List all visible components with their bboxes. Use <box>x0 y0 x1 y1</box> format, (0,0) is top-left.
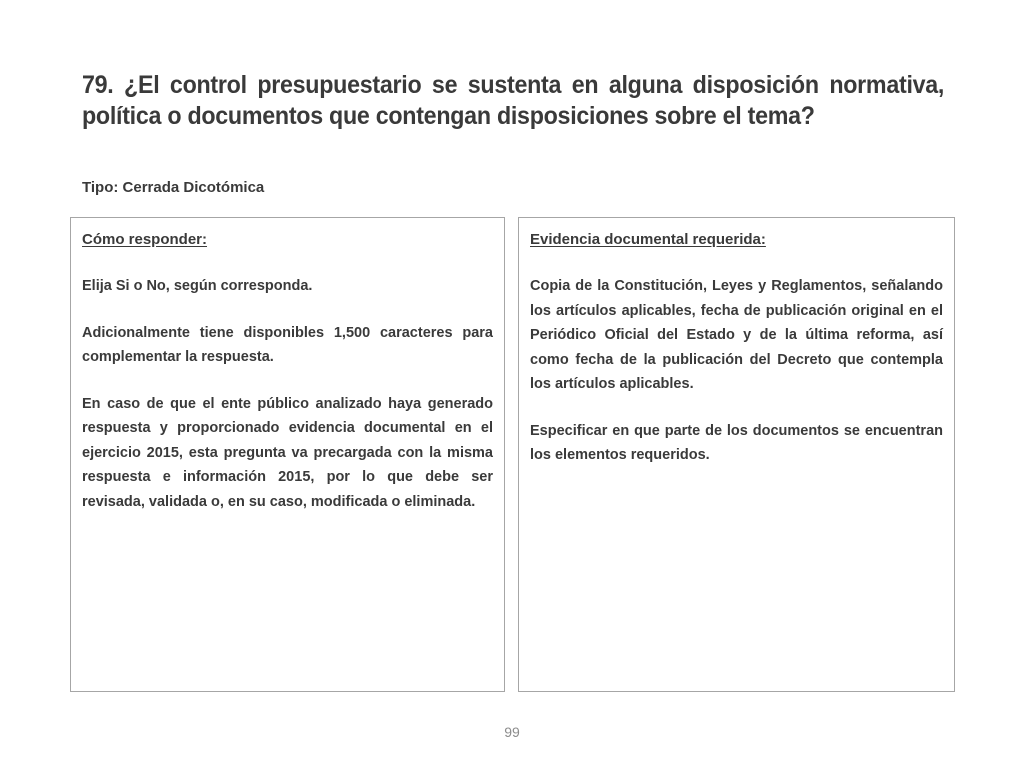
question-type: Tipo: Cerrada Dicotómica <box>82 179 265 196</box>
page-number: 99 <box>504 724 520 740</box>
required-evidence-panel <box>518 217 955 692</box>
how-to-answer-paragraph: Adicionalmente tiene disponibles 1,500 caracteres para complementar la respuesta. <box>82 324 493 365</box>
required-evidence-paragraph: Especificar en que parte de los documentos se encuentran los elementos requeridos. <box>530 422 943 463</box>
how-to-answer-paragraph: En caso de que el ente público analizado haya generado respuesta y proporcionado evidencia documental en el ejercicio 2015, esta pregunta va precargada con la misma respuesta e información 2015, por lo que debe ser revisada, validada o, en su caso, modificada o eliminada. <box>82 395 493 510</box>
how-to-answer-panel <box>70 217 505 692</box>
required-evidence-heading: Evidencia documental requerida: <box>530 231 766 248</box>
how-to-answer-paragraph: Elija Si o No, según corresponda. <box>82 278 313 294</box>
required-evidence-paragraph: Copia de la Constitución, Leyes y Reglamentos, señalando los artículos aplicables, fecha de publicación original en el Periódico Oficial del Estado y de la última reforma, así como fecha de la publicación del Decreto que contempla los artículos aplicables. <box>530 278 943 392</box>
slide-title: 79. ¿El control presupuestario se sustenta en alguna disposición normativa, política o documentos que contengan disposiciones sobre el tema? <box>82 71 945 130</box>
how-to-answer-heading: Cómo responder: <box>82 231 208 248</box>
